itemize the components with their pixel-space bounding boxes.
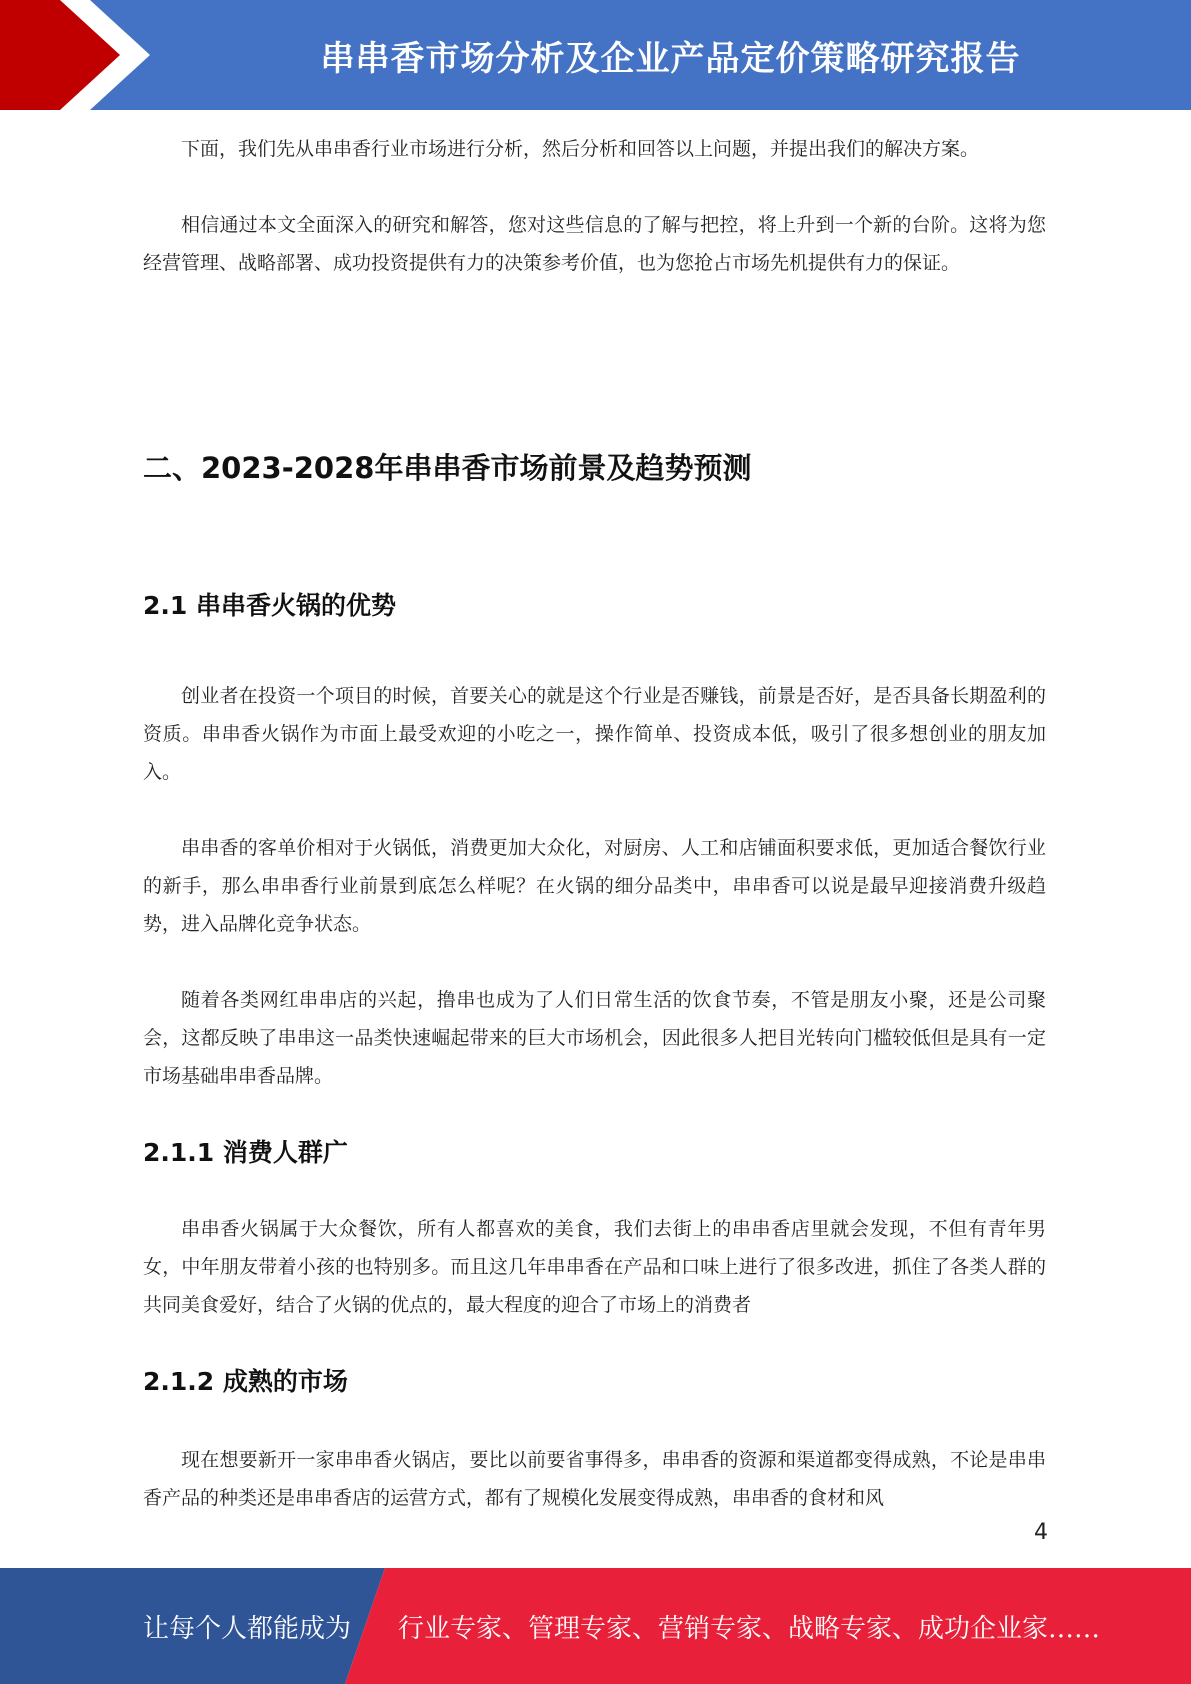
report-title: 串串香市场分析及企业产品定价策略研究报告 <box>320 38 1021 79</box>
section-2-1-1-body <box>143 1210 1046 1324</box>
section-2-1-1-heading: 2.1.1 消费人群广 <box>143 1138 348 1167</box>
section-2-1-heading: 2.1 串串香火锅的优势 <box>143 591 396 620</box>
section-2-1-body <box>143 677 1046 1095</box>
section-2-1-2-paragraph-1: 现在想要新开一家串串香火锅店，要比以前要省事得多，串串香的资源和渠道都变得成熟，不论是串串香产品的种类还是串串香店的运营方式，都有了规模化发展变得成熟，串串香的食材和风 <box>143 1449 1046 1509</box>
header-chevron-decoration <box>0 0 160 110</box>
intro-paragraph-2: 相信通过本文全面深入的研究和解答，您对这些信息的了解与把控，将上升到一个新的台阶。这将为您经营管理、战略部署、成功投资提供有力的决策参考价值，也为您抢占市场先机提供有力的保证。 <box>143 214 1046 274</box>
footer-slogan-right: 行业专家、管理专家、营销专家、战略专家、成功企业家…… <box>398 1613 1101 1644</box>
section-2-heading: 二、2023-2028年串串香市场前景及趋势预测 <box>143 451 752 485</box>
section-2-1-2-body <box>143 1441 1046 1517</box>
section-2-1-paragraph-3: 随着各类网红串串店的兴起，撸串也成为了人们日常生活的饮食节奏，不管是朋友小聚，还是公司聚会，这都反映了串串这一品类快速崛起带来的巨大市场机会，因此很多人把目光转向门槛较低但是具有一定市场基础串串香品牌。 <box>143 989 1046 1087</box>
section-2-1-2-heading: 2.1.2 成熟的市场 <box>143 1367 348 1396</box>
section-2-1-1-paragraph-1: 串串香火锅属于大众餐饮，所有人都喜欢的美食，我们去街上的串串香店里就会发现，不但有青年男女，中年朋友带着小孩的也特别多。而且这几年串串香在产品和口味上进行了很多改进，抓住了各类人群的共同美食爱好，结合了火锅的优点的，最大程度的迎合了市场上的消费者 <box>143 1218 1046 1316</box>
section-2-1-paragraph-1: 创业者在投资一个项目的时候，首要关心的就是这个行业是否赚钱，前景是否好，是否具备长期盈利的资质。串串香火锅作为市面上最受欢迎的小吃之一，操作简单、投资成本低，吸引了很多想创业的朋友加入。 <box>143 685 1046 783</box>
footer-slogan-left: 让每个人都能成为 <box>143 1613 352 1644</box>
page-footer <box>0 1568 1191 1684</box>
intro-paragraph-1: 下面，我们先从串串香行业市场进行分析，然后分析和回答以上问题，并提出我们的解决方案。 <box>181 138 980 160</box>
page-number: 4 <box>1034 1520 1048 1545</box>
page-header <box>0 0 1191 110</box>
intro-section <box>143 130 1046 282</box>
section-2-1-paragraph-2: 串串香的客单价相对于火锅低，消费更加大众化，对厨房、人工和店铺面积要求低，更加适合餐饮行业的新手，那么串串香行业前景到底怎么样呢？在火锅的细分品类中，串串香可以说是最早迎接消费升级趋势，进入品牌化竞争状态。 <box>143 837 1046 935</box>
